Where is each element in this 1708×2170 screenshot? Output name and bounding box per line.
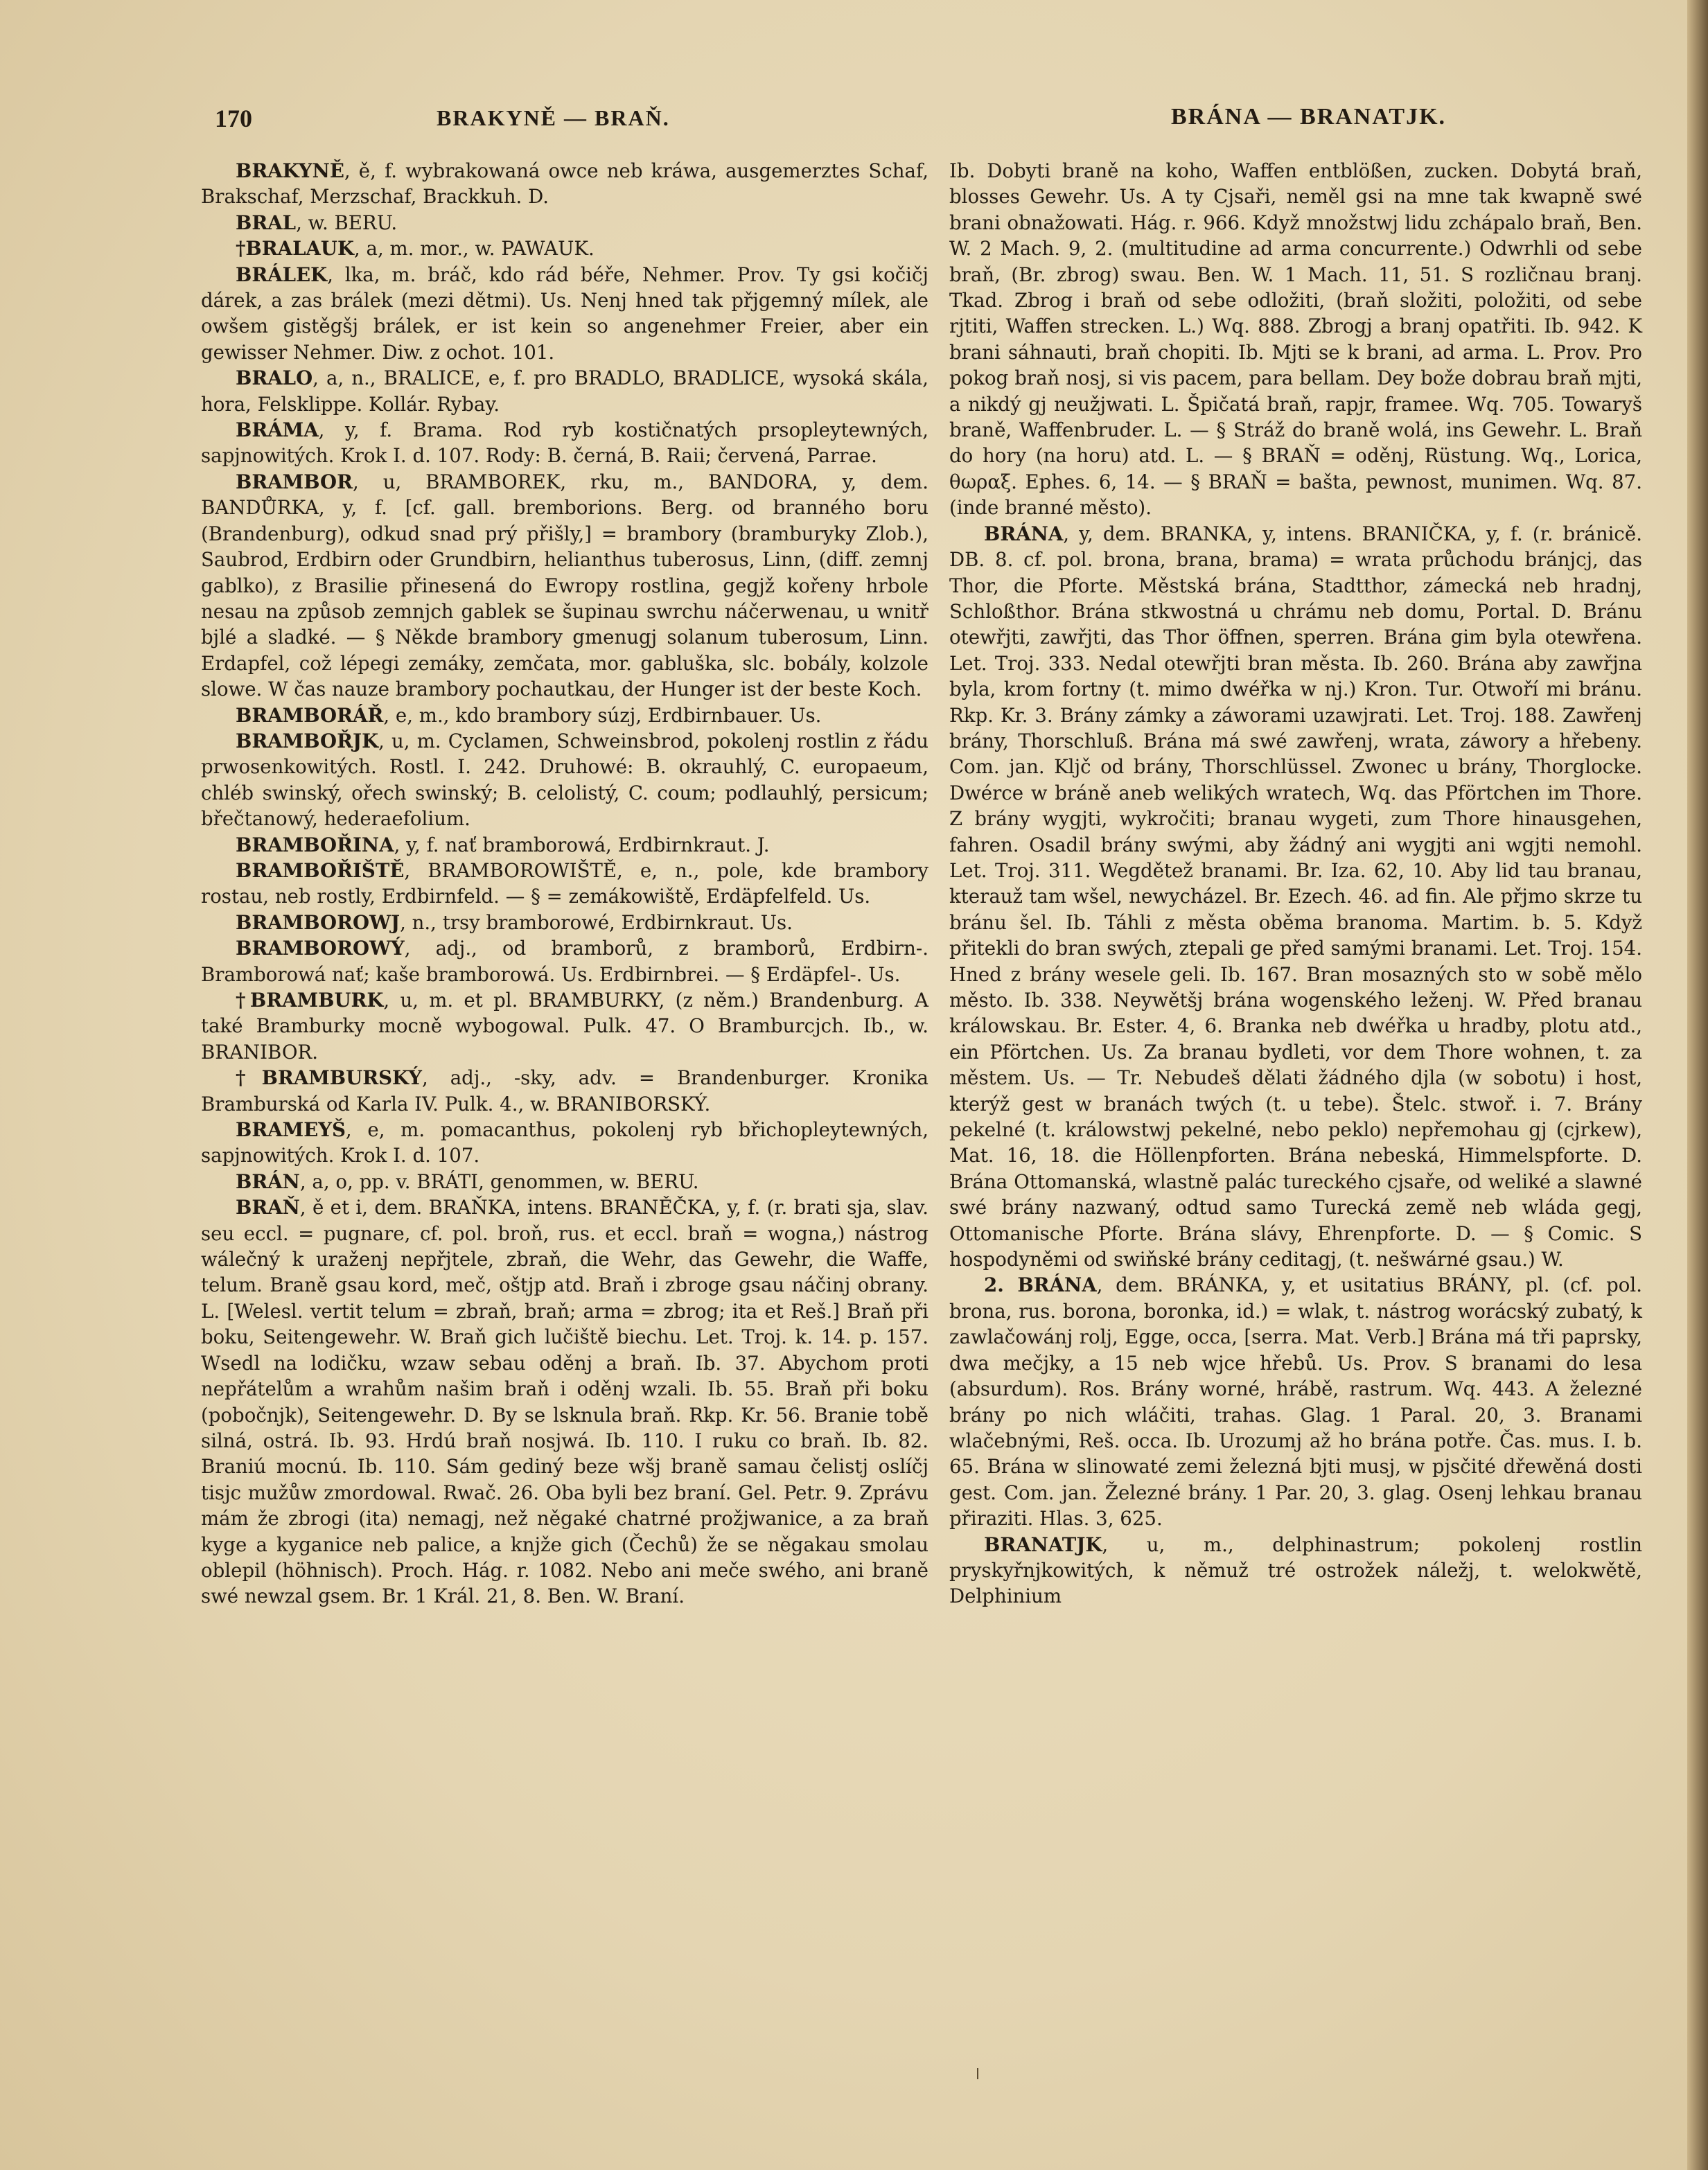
entry-bralauk: †BRALAUK, a, m. mor., w. PAWAUK. (236, 237, 595, 261)
entry-bran-weapon: BRAŇ, ě et i, dem. BRAŇKA, intens. BRANĚČKA, y, f. (r. brati sja, slav. seu eccl. = pugnare, cf. pol. broň, rus. et eccl. braň = wogna,) nástrog wálečný k uraženj nepřjtele, zbraň, die Wehr, das Gewehr, die Waffe, telum. Braně gsau kord, meč, oštjp atd. Braň i zbroge gsau náčinj obrany. L. [Welesl. vertit telum = zbraň, braň; arma = zbrog; ita et Reš.] Braň při boku, Seitengewehr. W. Braň gich lučiště biechu. Let. Troj. k. 14. p. 157. Wsedl na lodičku, wzaw sebau oděnj a braň. Ib. 37. Abychom proti nepřátelům a wrahům našim braň i oděnj wzali. Ib. 55. Braň při boku (pobočnjk), Seitengewehr. D. By se lsknula braň. Rkp. Kr. 56. Branie tobě silná, ostrá. Ib. 93. Hrdú braň nosjwá. Ib. 110. I ruku co braň. Ib. 82. Braniú mocnú. Ib. 110. Sám gediný beze wšj braně samau čelistj oslíčj tisjc mužůw zmordowal. Rwač. 26. Oba byli bez braní. Gel. Petr. 9. Zprávu mám že zbrogi (ita) nemagj, než něgaké chatrné prožjwanice, a za braň kyge a kyganice neb palice, a knjže gich (Čechů) že se něgakau smolau oblepil (höhnisch). Proch. Hág. r. 1082. Nebo ani meče swého, ani braně swé newzal gsem. Br. 1 Král. 21, 8. Ben. W. Braní. (201, 1196, 928, 1608)
headword: †BRALAUK (236, 237, 354, 261)
page-number: 170 (215, 105, 252, 132)
headword: BRAMBOŘJK (236, 729, 379, 752)
print-mark (977, 2068, 978, 2079)
right-running-head: BRÁNA — BRANATJK. (1171, 104, 1447, 130)
entry-brana: BRÁNA, y, dem. BRANKA, y, intens. BRANIČKA, y, f. (r. bránicě. DB. 8. cf. pol. brona, brana, brama) = wrata průchodu bránjcj, das Thor, die Pforte. Městská brána, Stadtthor, zámecká neb hradnj, Schloßthor. Brána stkwostná u chrámu neb domu, Portal. D. Bránu otewřjti, zawřjti, das Thor öffnen, sperren. Brána gim byla otewřena. Let. Troj. 333. Nedal otewřjti bran města. Ib. 260. Brána aby zawřjna byla, krom fortny (t. mimo dwéřka w nj.) Kron. Tur. Otwoří mi bránu. Rkp. Kr. 3. Brány zámky a záworami uzawjrati. Let. Troj. 188. Zawřenj brány, Thorschluß. Brána má swé zawřenj, wrata, záwory a hřebeny. Com. jan. Kljč od brány, Thorschlüssel. Zwonec u brány, Thorglocke. Dwérce w bráně aneb welikých wratech, Wq. das Pförtchen im Thore. Z brány wygjti, wykročiti; branau wygeti, zum Thore hinausgehen, fahren. Osadil brány swými, aby žádný ani wygjti ani wgjti nemohl. Let. Troj. 311. Wegdětež branami. Br. Iza. 62, 10. Aby lid tau branau, kterauž tam wšel, newycházel. Br. Ezech. 46. ad fin. Ale přjmo skrze tu bránu šel. Ib. Táhli z města oběma branoma. Martim. b. 5. Když přitekli do bran swých, ztepali ge před samými branami. Let. Troj. 154. Hned z brány wesele geli. Ib. 167. Bran mosazných sto w sobě mělo město. Ib. 338. Neywětšj brána wogenského leženj. W. Před branau králowskau. Br. Ester. 4, 6. Branka neb dwéřka u hradby, plotu atd., ein Pförtchen. Us. Za branau bydleti, vor dem Thore wohnen, t. za městem. Us. — Tr. Nebudeš dělati žádného djla (w sobotu) i host, kterýž gest w branách twých (t. u tebe). Štelc. stwoř. i. 7. Brány pekelné (t. králowstwj pekelné, nebo peklo) nepřemohau gj (cjrkew), Mat. 16, 18. die Höllenpforten. Brána nebeská, Himmelspforte. D. Brána Ottomanská, wlastně palác tureckého cjsaře, od weliké a slawné swé brány nazwaný, odtud samo Turecká země neb wláda gegj, Ottomanische Pforte. Brána slávy, Ehrenpforte. D. — § Comic. S hospodyněmi od swiňské brány ceditagj, (t. nešwárné gsau.) W. (949, 522, 1642, 1271)
headword: BRAMBOROWJ (236, 910, 400, 934)
headword: BRANATJK (984, 1533, 1102, 1556)
headword: BRÁLEK (236, 263, 328, 286)
entry-bramburshy: †BRAMBURSKÝ, adj., -sky, adv. = Brandenburger. Kronika Bramburská od Karla IV. Pulk. 4., w. BRANIBORSKÝ. (201, 1066, 929, 1115)
headword: BRAŇ (236, 1196, 300, 1219)
entry-bramboriste: BRAMBOŘIŠTĚ, BRAMBOROWIŠTĚ, e, n., pole, kde brambory rostau, neb rostly, Erdbirnfeld. — § = zemákowiště, Erdäpfelfeld. Us. (201, 858, 928, 908)
entry-bran: BRÁN, a, o, pp. v. BRÁTI, genommen, w. BERU. (236, 1170, 699, 1193)
headword: 2. BRÁNA (984, 1273, 1097, 1297)
book-spine-shadow (1687, 0, 1708, 2170)
headword: BRAMBOROWÝ (236, 937, 405, 960)
headword: BRÁMA (236, 418, 319, 442)
page-header (139, 104, 1625, 145)
entry-bral: BRAL, w. BERU. (236, 211, 398, 234)
entry-branatjk: BRANATJK, u, m., delphinastrum; pokolenj rostlin pryskyřnjkowitých, k němuž tré ostrožek náležj, t. welokwětě, Delphinium (949, 1533, 1642, 1608)
headword: BRAMBOR (236, 470, 353, 493)
entry-brama: BRÁMA, y, f. Brama. Rod ryb kostičnatých prsopleytewných, sapjnowitých. Krok I. d. 107. Rody: B. černá, B. Raii; červená, Parrae. (201, 418, 928, 468)
entry-bramborar: BRAMBORÁŘ, e, m., kdo brambory súzj, Erdbirnbauer. Us. (236, 703, 822, 727)
headword: †BRAMBURSKÝ (236, 1066, 422, 1090)
headword: BRAMEYŠ (236, 1118, 346, 1142)
headword: BRAKYNĚ (236, 159, 344, 182)
headword: BRAMBOŘINA (236, 833, 394, 856)
entry-brambor: BRAMBOR, u, BRAMBOREK, rku, m., BANDORA, y, dem. BANDŮRKA, y, f. [cf. gall. bremborions. Berg. od branného boru (Brandenburg), odkud snad prý přišly,] = brambory (bramburyky Zlob.), Saubrod, Erdbirn oder Grundbirn, helianthus tuberosus, Linn, (diff. zemnj gablko), z Brasilie přinesená do Ewropy rostlina, gegjž kořeny hrbole nesau na způsob zemnjch gablek se šupinau swrchu náčerwenau, u wnitř bjlé a sladké. — § Někde brambory gmenugj solanum tuberosum, Linn. Erdapfel, což lépegi zemáky, zemčata, mor. gabluška, slc. bobály, kolzole slowe. W čas nauze brambory pochautkau, der Hunger ist der beste Koch. (201, 470, 928, 701)
headword: BRALO (236, 367, 313, 390)
entry-bramborowy: BRAMBOROWÝ, adj., od bramborů, z bramborů, Erdbirn-. Bramborowá nať; kaše bramborowá. Us. Erdbirnbrei. — § Erdäpfel-. Us. (201, 937, 928, 986)
entry-bralo: BRALO, a, n., BRALICE, e, f. pro BRADLO, BRADLICE, wysoká skála, hora, Felsklippe. Kollár. Rybay. (201, 367, 928, 416)
headword: BRÁNA (984, 522, 1064, 545)
headword: BRAMBOŘIŠTĚ (236, 858, 405, 882)
right-column (949, 158, 1642, 1609)
entry-brana-2: 2. BRÁNA, dem. BRÁNKA, y, et usitatius BRÁNY, pl. (cf. pol. brona, rus. borona, boronka, id.) = wlak, t. nástrog worácský zubatý, k zawlačowánj rolj, Egge, occa, [serra. Mat. Verb.] Brána má tři paprsky, dwa mečjky, a 15 neb wjce hřebů. Us. Prov. S branami do lesa (absurdum). Ros. Brány worné, hrábě, rastrum. Wq. 443. A železné brány po nich wláčiti, trahas. Glag. 1 Paral. 20, 3. Branami wlačebnými, Reš. occa. Ib. Urozumj až ho brána potře. Čas. mus. I. b. 65. Brána w slinowaté zemi železná bjti musj, w pjsčité dřewěná dosti gest. Com. jan. Železné brány. 1 Par. 20, 3. glag. Osenj lehkau branau přiraziti. Hlas. 3, 625. (949, 1273, 1642, 1531)
headword: BRÁN (236, 1170, 300, 1193)
entry-bran-continued: Ib. Dobyti braně na koho, Waffen entblößen, zucken. Dobytá braň, blosses Gewehr. Us. A ty Cjsaři, neměl gsi na mne tak kwapně swé brani obnažowati. Hág. r. 966. Když množstwj lidu zchápalo braň, Ben. W. 2 Mach. 9, 2. (multitudine ad arma concurrente.) Odwrhli od sebe braň, (Br. zbrog) swau. Ben. W. 1 Mach. 11, 51. S rozličnau branj. Tkad. Zbrog i braň od sebe odložiti, (braň složiti, položiti, od sebe rjtiti, Waffen strecken. L.) Wq. 888. Zbrogj a branj opatřiti. Ib. 942. K brani sáhnauti, braň chopiti. Ib. Mjti se k brani, ad arma. L. Prov. Pro pokog braň nosj, si vis pacem, para bellam. Dey bože dobrau braň mjti, a nikdý gj neužjwati. L. Špičatá braň, rapjr, framee. Wq. 705. Towaryš braně, Waffenbruder. L. — § Stráž do braně wolá, ins Gewehr. L. Braň do hory (na horu) atd. L. — § BRAŇ = oděnj, Rüstung. Wq., Lorica, θωραξ. Ephes. 6, 14. — § BRAŇ = bašta, pewnost, munimen. Wq. 87. (inde branné město). (949, 159, 1642, 520)
headword: †BRAMBURK (236, 989, 384, 1012)
entry-bramborjk: BRAMBOŘJK, u, m. Cyclamen, Schweinsbrod, pokolenj rostlin z řádu prwosenkowitých. Rostl. I. 242. Druhowé: B. okrauhlý, C. europaeum, chléb swinský, ořech swinský; B. celolistý, C. coum; podlauhlý, persicum; břečtanowý, hederaefolium. (201, 729, 928, 831)
headword: BRAL (236, 211, 297, 234)
headword: BRAMBORÁŘ (236, 703, 384, 727)
left-column (201, 158, 928, 1609)
entry-brameys: BRAMEYŠ, e, m. pomacanthus, pokolenj ryb břichopleytewných, sapjnowitých. Krok I. d. 107. (201, 1118, 928, 1167)
entry-bramburk: †BRAMBURK, u, m. et pl. BRAMBURKY, (z něm.) Brandenburg. A také Bramburky mocně wybogowal. Pulk. 47. O Bramburcjch. Ib., w. BRANIBOR. (201, 989, 928, 1064)
left-running-head: BRAKYNĚ — BRAŇ. (437, 105, 670, 130)
entry-bramborowj: BRAMBOROWJ, n., trsy bramborowé, Erdbirnkraut. Us. (236, 910, 793, 934)
entry-brakyne: BRAKYNĚ, ě, f. wybrakowaná owce neb kráwa, ausgemerztes Schaf, Brakschaf, Merzschaf, Brackkuh. D. (201, 159, 928, 209)
entry-bramborina: BRAMBOŘINA, y, f. nať bramborowá, Erdbirnkraut. J. (236, 833, 770, 856)
entry-bralek: BRÁLEK, lka, m. bráč, kdo rád béře, Nehmer. Prov. Ty gsi kočičj dárek, a zas brálek (mezi dětmi). Us. Nenj hned tak přjgemný mílek, ale owšem gistěgšj brálek, er ist kein so angenehmer Freier, aber ein gewisser Nehmer. Diw. z ochot. 101. (201, 263, 928, 364)
